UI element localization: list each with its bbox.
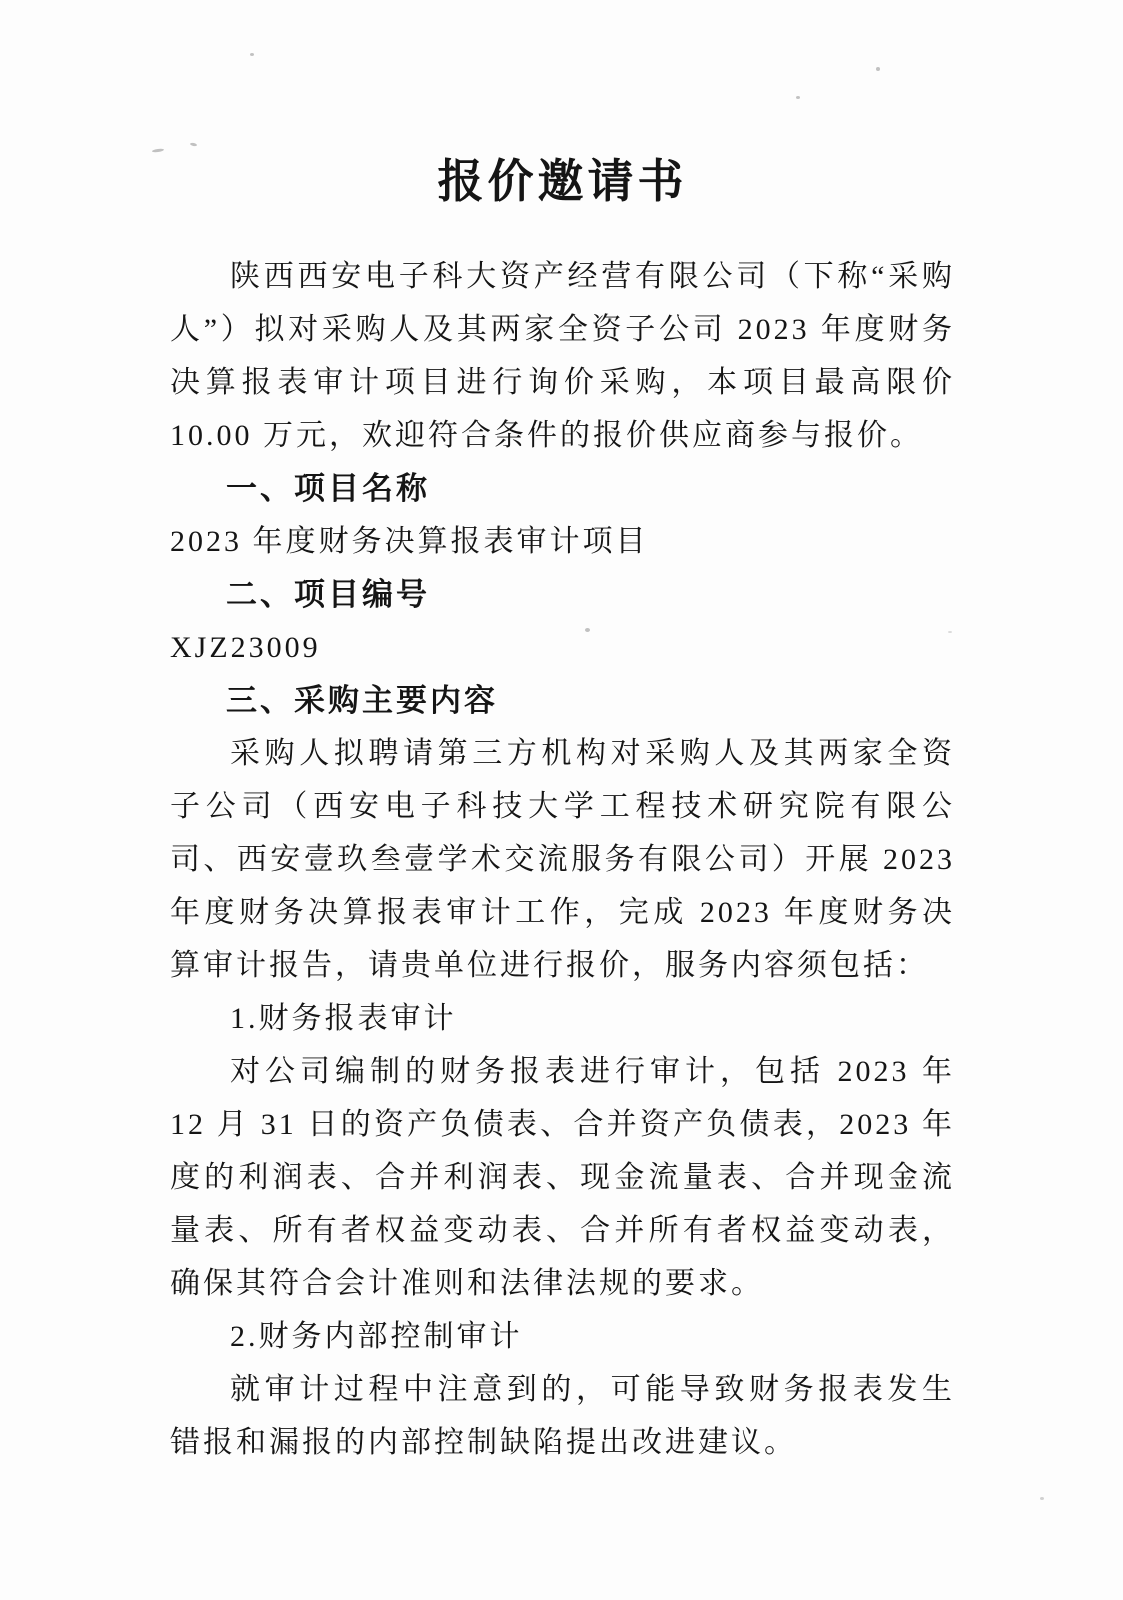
scan-speck: [250, 53, 254, 56]
item-2-label: 2.财务内部控制审计: [230, 1320, 523, 1353]
scan-speck: [1040, 1497, 1044, 1500]
scan-speck: [796, 96, 800, 99]
item-2-text: 就审计过程中注意到的，可能导致财务报表发生错报和漏报的内部控制缺陷提出改进建议。: [170, 1373, 955, 1459]
scan-speck: [190, 142, 197, 146]
section-3-lead-paragraph: 采购人拟聘请第三方机构对采购人及其两家全资子公司（西安电子科技大学工程技术研究院有限公司、西安壹玖叁壹学术交流服务有限公司）开展 2023 年度财务决算报表审计工作，完成 2023 年度财务决算审计报告，请贵单位进行报价，服务内容须包括：: [170, 737, 955, 982]
section-2-body: XJZ23009: [170, 631, 321, 664]
scan-speck: [876, 67, 880, 71]
item-1-label: 1.财务报表审计: [230, 1002, 457, 1035]
document-title: 报价邀请书: [437, 156, 688, 207]
scan-speck: [152, 148, 164, 153]
section-3-heading: 三、采购主要内容: [226, 683, 498, 718]
section-2-heading: 二、项目编号: [226, 577, 430, 612]
section-1-body: 2023 年度财务决算报表审计项目: [170, 525, 649, 558]
item-1-text: 对公司编制的财务报表进行审计，包括 2023 年 12 月 31 日的资产负债表、合并资产负债表，2023 年度的利润表、合并利润表、现金流量表、合并现金流量表、所有者权益变动表、合并所有者权益变动表，确保其符合会计准则和法律法规的要求。: [170, 1055, 955, 1300]
intro-paragraph: 陕西西安电子科大资产经营有限公司（下称“采购人”）拟对采购人及其两家全资子公司 2023 年度财务决算报表审计项目进行询价采购，本项目最高限价 10.00 万元，欢迎符合条件的报价供应商参与报价。: [170, 260, 955, 452]
document-content: [170, 150, 955, 1469]
section-1-heading: 一、项目名称: [226, 471, 430, 506]
